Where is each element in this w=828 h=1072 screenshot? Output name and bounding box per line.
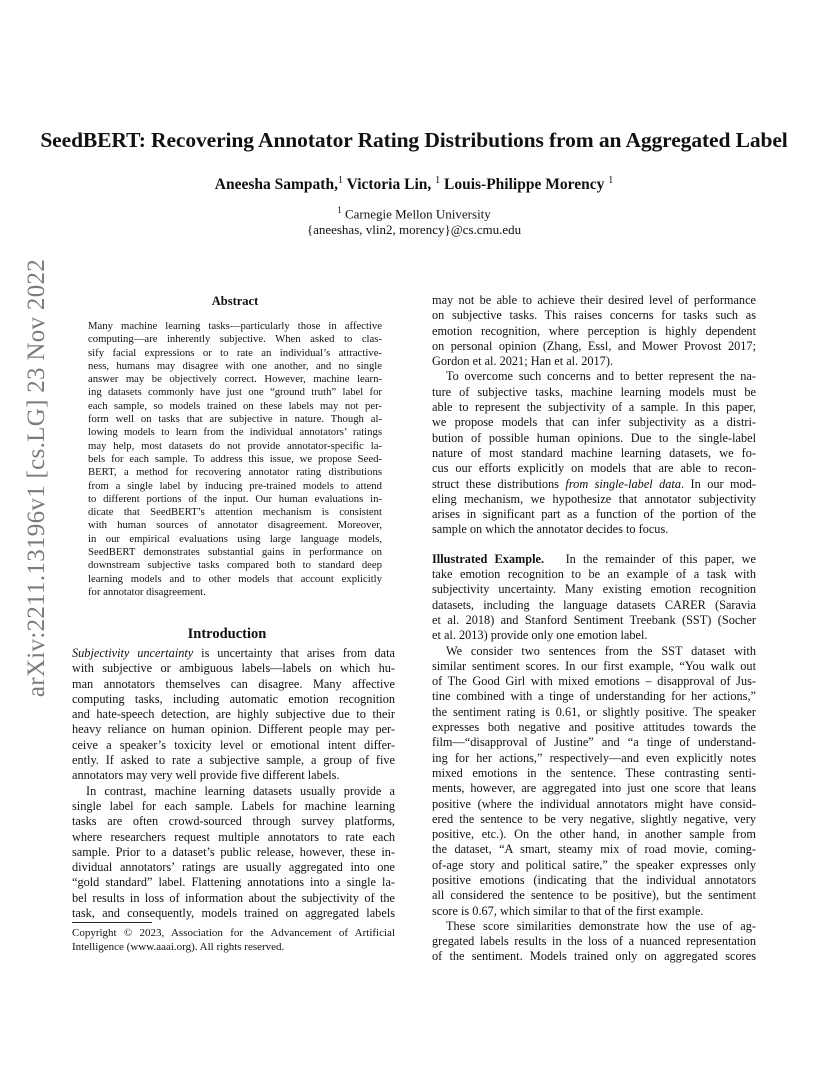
text-line: positive emotions (indicating that the individual annotators [432, 872, 756, 887]
text-line: bel results in loss of information about the subjectivity of the [72, 890, 395, 905]
text-line: sample. Prior to a dataset’s public release, however, these in- [72, 844, 395, 859]
institution: Carnegie Mellon University [344, 206, 491, 222]
abstract-line: with human sources of annotator disagreement. Moreover, [88, 519, 382, 532]
text-line: of the sentiment. Models trained only on aggregated scores [432, 949, 756, 964]
abstract-line: Many machine learning tasks—particularly those in affective [88, 320, 382, 332]
text-line: These score similarities demonstrate how the use of ag- [446, 918, 756, 933]
text-line: In contrast, machine learning datasets usually provide a [86, 783, 395, 798]
text-line: the sentiment rating is 0.61, or slightly positive. The speaker [432, 704, 756, 719]
author-3: Louis-Philippe Morency [444, 176, 605, 194]
text-line: et al. 2013) provide only one emotion label. [432, 628, 648, 643]
abstract-line: bels for each sample. To address this issue, we propose Seed- [88, 452, 382, 465]
text-line: nature of most standard machine learning datasets, we fo- [432, 445, 756, 460]
right-paragraph-4 [432, 644, 756, 919]
footnote-divider [72, 922, 152, 923]
right-continuation [432, 293, 756, 369]
abstract-line: SeedBERT demonstrates substantial gains in performance on [88, 546, 382, 559]
abstract-line: learning models and to other models that account explicitly [88, 572, 382, 585]
intro-paragraph-1 [72, 661, 395, 783]
right-column [432, 293, 756, 965]
text-line: able to represent the subjectivity of a sample. In this paper, [432, 400, 756, 415]
abstract-heading: Abstract [211, 294, 259, 308]
text-line: on personal opinion (Zhang, Essl, and Mower Provost 2017; [432, 338, 756, 353]
abstract-line: BERT, a method for recovering annotator rating distributions [88, 466, 382, 479]
abstract-line: form well on tasks that are subjective in nature. Though al- [88, 413, 382, 426]
text-line: man annotators themselves can disagree. Many affective [72, 676, 395, 691]
text-line: with subjective or ambiguous labels—labels on which hu- [72, 661, 395, 676]
text-line: ture of subjective tasks, machine learning models must be [432, 384, 756, 399]
text-line: tasks are often crowd-sourced through survey platforms, [72, 814, 395, 829]
text-line: tine combined with a tinge of understanding for her actions,” [432, 689, 756, 704]
right-p2-emph-line: struct these distributions from single-label data. In our mod- [432, 476, 757, 491]
text-line: expresses both negative and positive attitudes towards the [432, 720, 756, 735]
text-line: “gold standard” label. Flattening annotations into a single la- [72, 875, 395, 890]
introduction-heading: Introduction [187, 626, 267, 642]
abstract-line: answer may be objectively correct. However, machine learn- [88, 373, 382, 386]
text-line: arises in significant part as a function of the portion of the [432, 507, 756, 522]
text-line: We consider two sentences from the SST dataset with [446, 643, 756, 658]
abstract-line: to different portions of the input. Our human evaluations in- [88, 492, 382, 505]
abstract-line: ing datasets commonly have just one “ground truth” label for [88, 386, 382, 399]
text-line: all considered the sentence to be positive), but the sentiment [432, 888, 756, 903]
abstract-body [88, 320, 382, 599]
text-line: positive (where the individual annotators might have consid- [432, 796, 756, 811]
abstract-line: dicate that SeedBERT’s attention mechanism is consistent [88, 506, 382, 519]
copyright-footnote: Copyright © 2023, Association for the Advancement of Artificial Intelligence (www.aaai.org). All rights reserved. [72, 927, 395, 953]
text-line: ing for her actions,” respectively—and even explicitly notes [432, 750, 756, 765]
abstract-line: computing—are inherently subjective. When asked to clas- [88, 333, 382, 346]
author-1: Aneesha Sampath, [214, 176, 338, 194]
text-line: ently. If asked to rate a subjective sample, a group of five [72, 753, 395, 768]
illustrated-example-paragraph [432, 567, 756, 643]
text-line: of The Good Girl with mixed emotions – disapproval of Jus- [432, 674, 756, 689]
abstract-line: sify facial expressions or to rate an individual’s attractive- [88, 346, 382, 359]
left-column [72, 646, 395, 921]
text-line: positive, etc.). On the other hand, in another sample from [432, 827, 756, 842]
abstract-line: from a single label by inducing pre-trained models to attend [88, 479, 382, 492]
illustrated-example-first-line: Illustrated Example. In the remainder of this paper, we [432, 551, 756, 566]
intro-p1-first-line: Subjectivity uncertainty is uncertainty that arises from data [72, 646, 396, 660]
text-line: ments, however, are aggregated into just one score that leans [432, 781, 756, 796]
text-line: ceive a speaker’s toxicity level or emotional intent differ- [72, 737, 395, 752]
text-line: score is 0.67, which similar to that of the first example. [432, 903, 704, 918]
text-line: where researchers request multiple annotators to rate each [72, 829, 395, 844]
text-line: ered the sentence to be very negative, slightly negative, very [432, 811, 756, 826]
text-line: task, and consequently, models trained on aggregated labels [72, 906, 395, 921]
text-line: we propose models that can infer subjectivity as a distri- [432, 415, 756, 430]
text-line: Gordon et al. 2021; Han et al. 2017). [432, 354, 613, 369]
text-line: emotion recognition, where perception is highly dependent [432, 323, 756, 338]
text-line: of-age story and political satire,” the speaker expresses only [432, 857, 756, 872]
text-line: may not be able to achieve their desired level of performance [432, 293, 756, 307]
text-line: computing tasks, including automatic emotion recognition [72, 691, 395, 706]
author-list: Aneesha Sampath,$^1$ Victoria Lin, $^1$ Louis-Philippe Morency $^1$ [214, 175, 614, 194]
text-line: dividual annotators’ ratings are usually aggregated into one [72, 860, 395, 875]
text-line: mixed emotions in the sentence. These contrasting senti- [432, 765, 756, 780]
abstract-line: lowing models to learn from the individual annotators’ ratings [88, 426, 382, 439]
text-line: subjectivity uncertainty. Many existing emotion recognition [432, 582, 756, 597]
text-line: take emotion recognition to be an example of a task with [432, 567, 756, 582]
text-line: the dataset, “A smart, steamy mix of road movie, coming- [432, 842, 756, 857]
text-line: gregated labels results in the loss of a nuanced representation [432, 934, 756, 949]
right-paragraph-2 [432, 369, 756, 476]
abstract-line: ness, humans may disagree with one another, and no single [88, 359, 382, 372]
arxiv-id: arXiv:2211.13196v1 [cs.LG] 23 Nov 2022 [23, 258, 50, 698]
abstract-line: downstream subjective tasks compared both to standard deep [88, 559, 382, 572]
text-line: datasets, including the language datasets CARER (Saravia [432, 597, 756, 612]
text-line: on subjective tasks. This raises concerns for tasks such as [432, 308, 756, 323]
author-2: Victoria Lin, [346, 176, 432, 194]
affiliation: $^1$ Carnegie Mellon University {aneeshas, vlin2, morency}@cs.cmu.edu [0, 202, 828, 238]
text-line: bution of possible human opinions. Due to the single-label [432, 430, 756, 445]
text-line: similar sentiment scores. In our first example, “You walk out [432, 658, 756, 673]
abstract-line: for annotator disagreement. [88, 585, 206, 598]
text-line: film—“disapproval of Justine” and “a tinge of understand- [432, 735, 756, 750]
text-line: eling mechanism, we hypothesize that annotator subjectivity [432, 491, 756, 506]
text-line: annotators may very well provide five different labels. [72, 768, 340, 783]
author-emails: {aneeshas, vlin2, morency}@cs.cmu.edu [306, 222, 522, 238]
paper-title: SeedBERT: Recovering Annotator Rating Distributions from an Aggregated Label [40, 128, 788, 152]
text-line: and hate-speech detection, are highly subjective due to their [72, 707, 395, 722]
text-line: sample on which the annotator decides to focus. [432, 522, 669, 537]
text-line: To overcome such concerns and to better represent the na- [446, 369, 756, 384]
illustrated-example-heading: Illustrated Example. [432, 551, 545, 566]
right-paragraph-5 [432, 919, 756, 965]
intro-paragraph-2 [72, 784, 395, 922]
abstract-line: may help, most datasets do not provide annotator-specific la- [88, 439, 382, 452]
abstract-heading-wrap [88, 294, 382, 309]
text-line: et al. 2018) and Stanford Sentiment Treebank (SST) (Socher [432, 612, 756, 627]
text-line: heavy reliance on human opinion. Different people may per- [72, 722, 395, 737]
abstract-line: in our empirical evaluations using large language models, [88, 532, 382, 545]
abstract-line: each sample, so models trained on these labels may not per- [88, 399, 382, 412]
arxiv-stamp [0, 0, 60, 1072]
right-paragraph-2-end [432, 492, 756, 538]
text-line: cus our efforts explicitly on models that are able to recon- [432, 461, 756, 476]
text-line: single label for each sample. Labels for machine learning [72, 798, 395, 813]
